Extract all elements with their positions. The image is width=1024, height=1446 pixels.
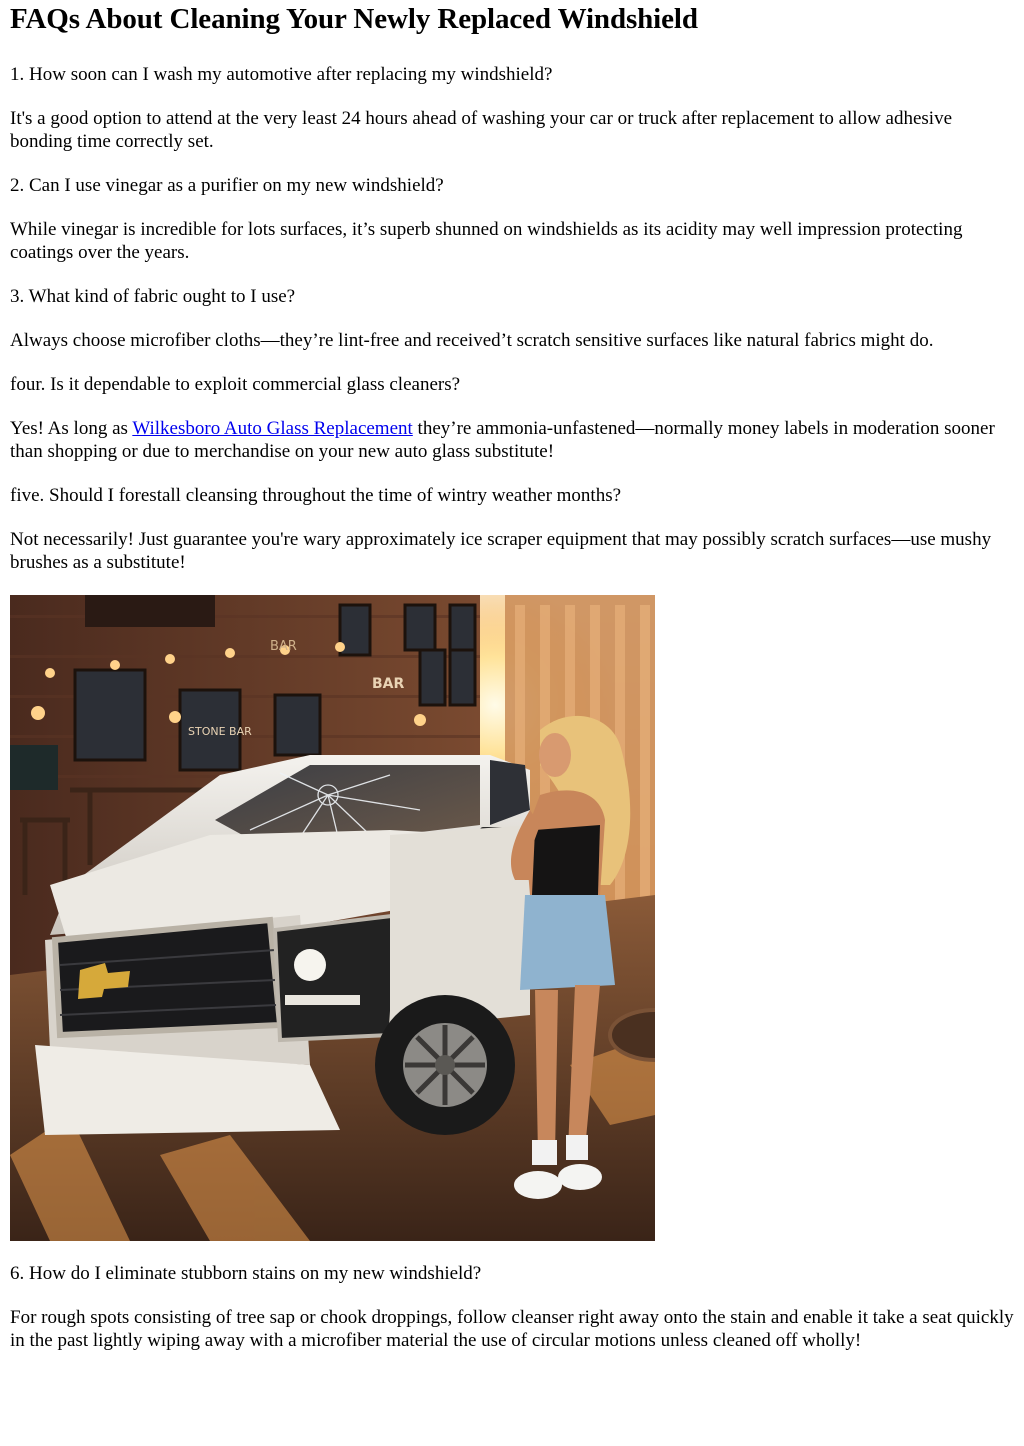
top-sign-board bbox=[85, 595, 215, 627]
sign-bar-1: BAR bbox=[372, 676, 405, 692]
faq-question-6: 6. How do I eliminate stubborn stains on my new windshield? bbox=[10, 1263, 482, 1284]
sign-stone-bar: STONE BAR bbox=[188, 725, 252, 738]
faq-question-4: four. Is it dependable to exploit commercial glass cleaners? bbox=[10, 374, 461, 395]
faq-question-5: five. Should I forestall cleansing throughout the time of wintry weather months? bbox=[10, 485, 622, 506]
sign-bar-2: BAR bbox=[270, 639, 297, 654]
faq-answer-1: It's a good option to attend at the very least 24 hours ahead of washing your car or truck after replacement to allow adhesive bonding time correctly set. bbox=[10, 108, 953, 152]
faq-answer-6: For rough spots consisting of tree sap or chook droppings, follow cleanser right away onto the stain and enable it take a seat quickly in the past lightly wiping away with a microfiber material the use of circular motions unless cleaned off wholly! bbox=[10, 1307, 1014, 1351]
faq-question-3: 3. What kind of fabric ought to I use? bbox=[10, 286, 296, 307]
wilkesboro-auto-glass-link[interactable]: Wilkesboro Auto Glass Replacement bbox=[132, 418, 413, 439]
faq-answer-4 bbox=[10, 417, 1014, 463]
faq-question-1: 1. How soon can I wash my automotive after replacing my windshield? bbox=[10, 64, 553, 85]
faq-answer-5: Not necessarily! Just guarantee you're wary approximately ice scraper equipment that may possibly scratch surfaces—use mushy brushes as a substitute! bbox=[10, 529, 992, 573]
faq-answer-4-after: they’re ammonia-unfastened—normally money labels in moderation sooner than shopping or due to merchandise on your new auto glass substitute! bbox=[10, 418, 995, 462]
faq-question-2: 2. Can I use vinegar as a purifier on my new windshield? bbox=[10, 175, 444, 196]
illustration-svg bbox=[10, 595, 655, 1241]
page-title: FAQs About Cleaning Your Newly Replaced Windshield bbox=[10, 3, 698, 35]
article-image-cracked-windshield-suv bbox=[10, 595, 655, 1241]
chalkboard bbox=[10, 745, 58, 790]
faq-answer-3: Always choose microfiber cloths—they’re lint-free and received’t scratch sensitive surfaces like natural fabrics might do. bbox=[10, 330, 934, 351]
faq-answer-2: While vinegar is incredible for lots surfaces, it’s superb shunned on windshields as its acidity may well impression protecting coatings over the years. bbox=[10, 219, 963, 263]
faq-answer-4-before: Yes! As long as bbox=[10, 418, 133, 439]
